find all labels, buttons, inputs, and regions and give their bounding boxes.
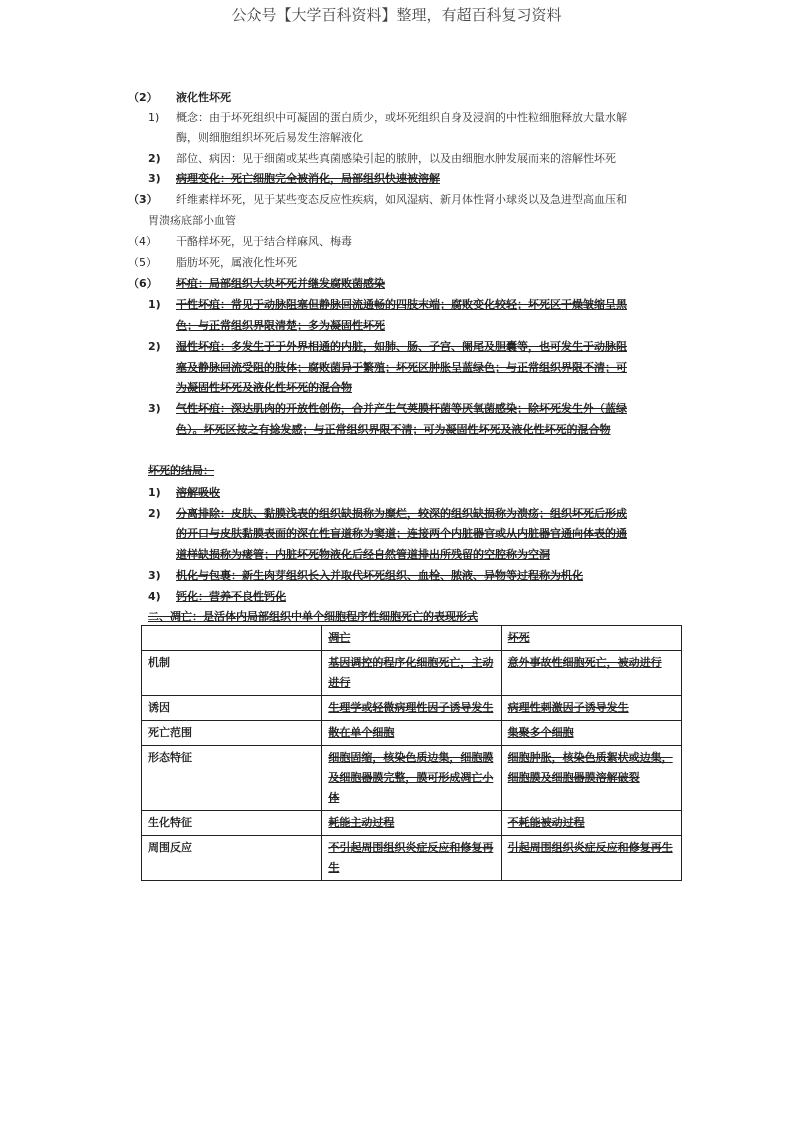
item-number: 2) xyxy=(148,507,161,520)
text-line: 病理变化：死亡细胞完全被消化，局部组织快速被溶解 xyxy=(176,172,440,185)
row-label: 周围反应 xyxy=(142,836,322,881)
text-line: 溶解吸收 xyxy=(176,486,220,499)
outcome-title: 坏死的结局： xyxy=(148,464,214,477)
cell-text: 引起周围组织炎症反应和修复再生 xyxy=(507,841,673,854)
table-cell xyxy=(322,696,501,721)
table-cell xyxy=(322,836,501,881)
text-line: 干酪样坏死，见于结合样麻风、梅毒 xyxy=(176,235,352,248)
text-line: 胃溃疡底部小血管 xyxy=(148,214,236,227)
text-line: 气性坏疽：深达肌肉的开放性创伤，合并产生气荚膜杆菌等厌氧菌感染；除坏死发生外（蓝绿 xyxy=(176,402,627,415)
table-cell xyxy=(322,721,501,746)
section-heading: 坏疽：局部组织大块坏死并继发腐败菌感染 xyxy=(176,277,385,290)
row-label: 形态特征 xyxy=(142,746,322,811)
item-number: （3） xyxy=(128,193,158,206)
table-row xyxy=(142,836,682,881)
text-line: 色；与正常组织界限清楚；多为凝固性坏死 xyxy=(176,319,385,332)
table-row xyxy=(142,811,682,836)
text-line: 纤维素样坏死，见于某些变态反应性疾病，如风湿病、新月体性肾小球炎以及急进型高血压和 xyxy=(176,193,627,206)
text-line: 分离排除：皮肤、黏膜浅表的组织缺损称为糜烂，较深的组织缺损称为溃疡；组织坏死后形成 xyxy=(176,507,627,520)
text-line: 机化与包裹：新生肉芽组织长入并取代坏死组织、血栓、脓液、异物等过程称为机化 xyxy=(176,569,583,582)
item-number: （4） xyxy=(128,235,157,248)
cell-text: 基因调控的程序化细胞死亡，主动进行 xyxy=(328,656,494,689)
comparison-table xyxy=(141,625,682,881)
table-header-cell xyxy=(142,626,322,651)
row-label: 机制 xyxy=(142,651,322,696)
item-number: 3) xyxy=(148,569,161,582)
table-cell xyxy=(501,746,681,811)
cell-text: 细胞肿胀，核染色质絮状或边集，细胞膜及细胞器膜溶解破裂 xyxy=(507,751,673,784)
table-cell xyxy=(501,651,681,696)
table-cell xyxy=(501,721,681,746)
page-header: 公众号【大学百科资料】整理，有超百科复习资料 xyxy=(231,6,562,24)
text-line: 钙化：营养不良性钙化 xyxy=(176,590,286,603)
apoptosis-title: 二、凋亡：是活体内局部组织中单个细胞程序性细胞死亡的表现形式 xyxy=(148,610,478,623)
header-necrosis: 坏死 xyxy=(507,631,530,644)
text-line: 道样缺损称为瘘管；内脏坏死物液化后经自然管道排出所残留的空腔称为空洞 xyxy=(176,548,550,561)
text-line: 的开口与皮肤黏膜表面的深在性盲道称为窦道；连接两个内脏器官或从内脏器官通向体表的通 xyxy=(176,527,627,540)
text-line: 为凝固性坏死及液化性坏死的混合物 xyxy=(176,381,352,394)
table-cell xyxy=(501,836,681,881)
item-number: 1) xyxy=(148,486,161,499)
cell-text: 生理学或轻微病理性因子诱导发生 xyxy=(328,701,494,714)
cell-text: 意外事故性细胞死亡，被动进行 xyxy=(507,656,662,669)
cell-text: 耗能主动过程 xyxy=(328,816,395,829)
table-header-cell xyxy=(501,626,681,651)
text-line: 脂肪坏死，属液化性坏死 xyxy=(176,256,297,269)
item-number: 1) xyxy=(148,111,160,124)
text-line: 色）。坏死区按之有捻发感；与正常组织界限不清；可为凝固性坏死及液化性坏死的混合物 xyxy=(176,423,611,436)
table-row xyxy=(142,651,682,696)
section-heading: 液化性坏死 xyxy=(176,91,231,104)
table-row xyxy=(142,746,682,811)
cell-text: 不引起周围组织炎症反应和修复再生 xyxy=(328,841,494,874)
item-number: 4) xyxy=(148,590,161,603)
table-cell xyxy=(322,746,501,811)
table-row xyxy=(142,721,682,746)
table-cell xyxy=(322,811,501,836)
item-number: 1) xyxy=(148,298,161,311)
text-line: 酶，则细胞组织坏死后易发生溶解液化 xyxy=(176,131,363,144)
row-label: 诱因 xyxy=(142,696,322,721)
item-number: （6） xyxy=(128,277,158,290)
cell-text: 集聚多个细胞 xyxy=(507,726,574,739)
cell-text: 病理性刺激因子诱导发生 xyxy=(507,701,629,714)
text-line: 概念：由于坏死组织中可凝固的蛋白质少，或坏死组织自身及浸润的中性粒细胞释放大量水解 xyxy=(176,111,627,124)
row-label: 死亡范围 xyxy=(142,721,322,746)
text-line: 塞及静脉回流受阻的肢体；腐败菌异于繁殖；坏死区肿胀呈蓝绿色；与正常组织界限不清；可 xyxy=(176,361,627,374)
header-apoptosis: 凋亡 xyxy=(328,631,351,644)
item-number: 2) xyxy=(148,340,161,353)
item-number: 3) xyxy=(148,172,161,185)
cell-text: 不耗能被动过程 xyxy=(507,816,585,829)
item-number: 2) xyxy=(148,152,161,165)
text-line: 部位、病因：见于细菌或某些真菌感染引起的脓肿，以及由细胞水肿发展而来的溶解性坏死 xyxy=(176,152,616,165)
table-cell xyxy=(501,696,681,721)
table-row xyxy=(142,696,682,721)
text-line: 湿性坏疽：多发生于于外界相通的内脏，如肺、肠、子宫、阑尾及胆囊等，也可发生于动脉阻 xyxy=(176,340,627,353)
cell-text: 散在单个细胞 xyxy=(328,726,395,739)
cell-text: 细胞固缩，核染色质边集，细胞膜及细胞器膜完整，膜可形成凋亡小体 xyxy=(328,751,494,804)
item-number: 3) xyxy=(148,402,161,415)
item-number: （5） xyxy=(128,256,157,269)
text-line: 干性坏疽：常见于动脉阻塞但静脉回流通畅的四肢末端；腐败变化较轻；坏死区干燥皱缩呈黑 xyxy=(176,298,627,311)
table-cell xyxy=(501,811,681,836)
table-cell xyxy=(322,651,501,696)
row-label: 生化特征 xyxy=(142,811,322,836)
table-header-cell xyxy=(322,626,501,651)
item-number: （2） xyxy=(128,91,158,104)
table-header-row xyxy=(142,626,682,651)
